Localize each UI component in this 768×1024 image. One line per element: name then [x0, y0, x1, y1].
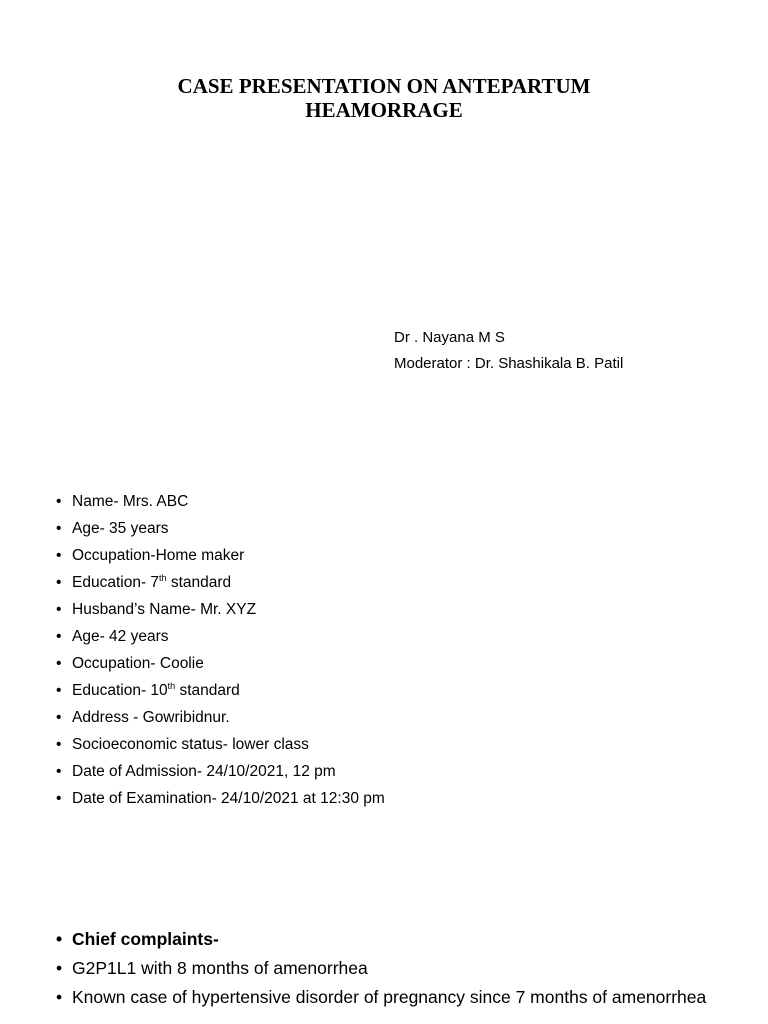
- list-item: [56, 677, 385, 704]
- list-item-text: standard: [166, 574, 232, 591]
- list-item: • Known case of hypertensive disorder of pregnancy since 7 months of amenorrhea: [56, 986, 756, 1009]
- list-item: [56, 542, 385, 569]
- list-item-text: Education- 10: [72, 682, 168, 699]
- list-item: [56, 569, 385, 596]
- list-item-text: Occupation-Home maker: [72, 547, 245, 564]
- list-item-text: standard: [175, 682, 240, 699]
- list-item: [56, 704, 385, 731]
- patient-details-list: [56, 488, 385, 812]
- moderator-name: Moderator : Dr. Shashikala B. Patil: [394, 355, 624, 372]
- list-item: [56, 488, 385, 515]
- list-item: [56, 731, 385, 758]
- list-item-text: Date of Admission- 24/10/2021, 12 pm: [72, 763, 336, 780]
- list-item: • G2P1L1 with 8 months of amenorrhea: [56, 957, 756, 980]
- author-block: [394, 325, 623, 377]
- list-item: [56, 650, 385, 677]
- chief-complaints-list: [56, 928, 756, 1015]
- list-item-text: Address - Gowribidnur.: [72, 709, 230, 726]
- list-item-text: Socioeconomic status- lower class: [72, 736, 309, 753]
- title-line-2: HEAMORRAGE: [305, 98, 463, 122]
- ordinal-suffix: th: [167, 681, 176, 691]
- list-item: [56, 758, 385, 785]
- list-item-text: Age- 35 years: [72, 520, 169, 537]
- ordinal-suffix: th: [159, 573, 167, 583]
- list-item-text: Date of Examination- 24/10/2021 at 12:30 pm: [72, 790, 385, 807]
- chief-complaints-heading: • Chief complaints-: [56, 928, 756, 951]
- list-item: [56, 623, 385, 650]
- list-item: [56, 785, 385, 812]
- list-item-text: Husband’s Name- Mr. XYZ: [72, 601, 257, 618]
- list-item: [56, 515, 385, 542]
- list-item-text: Age- 42 years: [72, 628, 169, 645]
- list-item-text: Education- 7: [72, 574, 160, 591]
- list-item-text: Name- Mrs. ABC: [72, 493, 189, 510]
- list-item-text: Occupation- Coolie: [72, 655, 204, 672]
- title-line-1: CASE PRESENTATION ON ANTEPARTUM: [177, 74, 591, 98]
- presenter-name: Dr . Nayana M S: [394, 329, 505, 346]
- list-item: [56, 596, 385, 623]
- presentation-title: [0, 74, 768, 122]
